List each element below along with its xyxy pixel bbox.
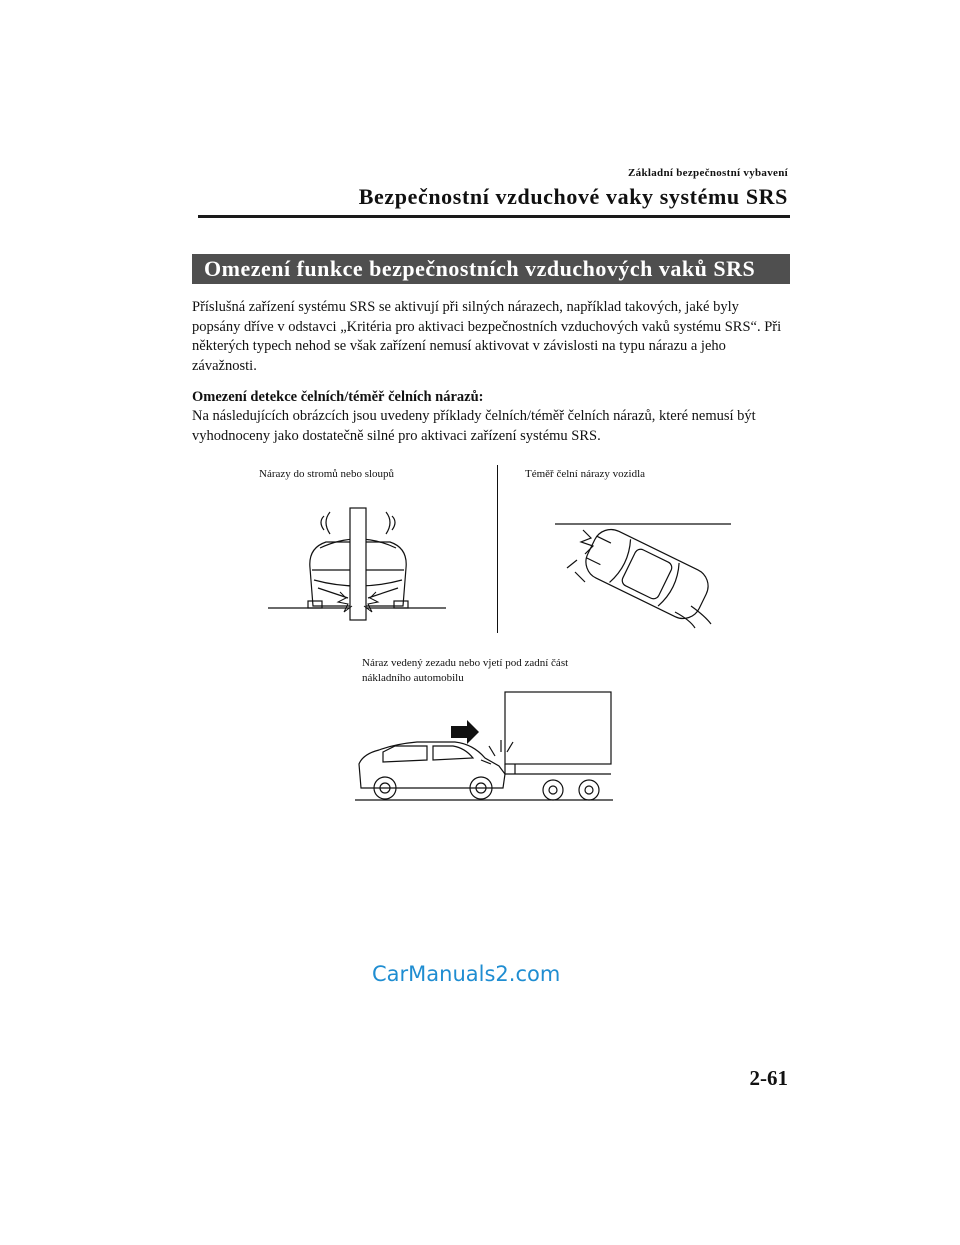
- angled-impact-caption: Téměř čelní nárazy vozidla: [525, 468, 646, 480]
- section-banner: [192, 254, 790, 284]
- limitations-heading: Omezení detekce čelních/téměř čelních nárazů:: [192, 389, 484, 405]
- figure-divider: [497, 465, 498, 633]
- angled-impact-illustration: [555, 516, 735, 636]
- page-title: Bezpečnostní vzduchové vaky systému SRS: [358, 184, 788, 209]
- watermark: CarManuals2.com: [372, 962, 561, 986]
- underride-illustration: [355, 692, 615, 807]
- pole-impact-illustration: [268, 508, 448, 623]
- underride-caption-line1: Náraz vedený zezadu nebo vjetí pod zadní část: [362, 657, 569, 669]
- limitations-paragraph: Na následujících obrázcích jsou uvedeny příklady čelních/téměř čelních nárazů, které nemusí být vyhodnoceny jako dostatečně silné pro aktivaci zařízení systému SRS.: [192, 408, 756, 444]
- pole-impact-caption: Nárazy do stromů nebo sloupů: [259, 468, 395, 480]
- intro-paragraph: Příslušná zařízení systému SRS se aktivují při silných nárazech, například takových, jaké byly popsány dříve v odstavci „Kritéria pro aktivaci bezpečnostních vzduchových vaků systému SRS“. Při některých typech nehod se však zařízení nemusí aktivovat v závislosti na typu nárazu a jeho závažnosti.: [192, 299, 782, 374]
- underride-caption-line2: nákladního automobilu: [362, 672, 464, 684]
- chapter-label: Základní bezpečnostní vybavení: [628, 167, 788, 179]
- header-divider: [198, 215, 790, 218]
- section-title: Omezení funkce bezpečnostních vzduchových vaků SRS: [204, 256, 756, 281]
- page-number: 2-61: [749, 1066, 788, 1090]
